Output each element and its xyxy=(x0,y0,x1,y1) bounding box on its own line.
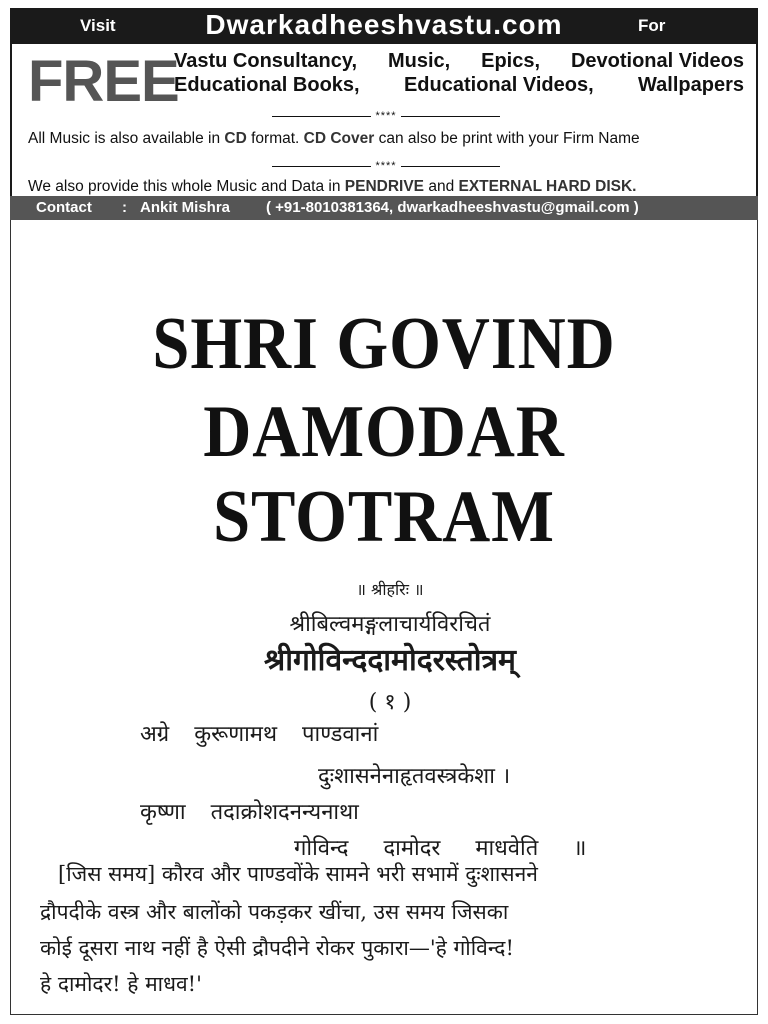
visit-label: Visit xyxy=(80,16,116,35)
offer-item: Vastu Consultancy, xyxy=(174,50,358,72)
offer-item: Music, xyxy=(387,50,451,72)
storage-note xyxy=(28,178,744,196)
verse-line: अग्रे कुरूणामथ पाण्डवानां xyxy=(140,722,379,747)
meaning-line: हे दामोदर! हे माधव!' xyxy=(40,972,202,996)
banner-top-bar xyxy=(10,8,758,44)
cd-note-text: format. xyxy=(246,130,304,147)
verse-line: कृष्णा तदाक्रोशदनन्यनाथा xyxy=(140,800,359,825)
pendrive-highlight: PENDRIVE xyxy=(344,178,425,195)
for-label: For xyxy=(638,16,666,35)
verse-number: ( १ ) xyxy=(368,690,412,715)
cd-note xyxy=(28,130,744,148)
offer-item: Epics, xyxy=(481,50,541,72)
divider-stars: **** xyxy=(375,160,397,172)
scanned-stotra-page xyxy=(40,570,740,1010)
star-divider xyxy=(272,160,500,172)
invocation: ॥ श्रीहरिः ॥ xyxy=(356,580,424,599)
cd-highlight: CD xyxy=(224,130,247,147)
offer-item: Educational Books, xyxy=(174,74,360,96)
page-title-line-2: DAMODAR STOTRAM xyxy=(203,391,565,558)
stotra-title: श्रीगोविन्ददामोदरस्तोत्रम् xyxy=(264,643,516,678)
verse-line: गोविन्द दामोदर माधवेति ॥ xyxy=(294,836,587,861)
contact-bar xyxy=(10,196,758,220)
cd-note-text: can also be print with your Firm Name xyxy=(374,130,640,147)
hdd-highlight: EXTERNAL HARD DISK. xyxy=(458,178,637,195)
page-title-line-1: SHRI GOVIND xyxy=(152,303,616,385)
offer-line-2 xyxy=(174,74,744,97)
cd-note-text: All Music is also available in xyxy=(28,130,225,147)
verse-line: दुःशासनेनाहृतवस्त्रकेशा । xyxy=(318,764,511,789)
contact-label: Contact xyxy=(36,199,92,216)
meaning-line: कोई दूसरा नाथ नहीं है ऐसी द्रौपदीने रोकर पुकारा—'हे गोविन्द! xyxy=(40,936,514,960)
banner-offer-box xyxy=(10,44,758,196)
offer-line-1 xyxy=(174,50,744,73)
storage-note-text: and xyxy=(424,178,459,195)
storage-note-text: We also provide this whole Music and Data in xyxy=(28,178,345,195)
contact-details: ( +91-8010381364, dwarkadheeshvastu@gmail.com ) xyxy=(266,199,639,216)
offer-item: Wallpapers xyxy=(638,74,744,96)
meaning-line: द्रौपदीके वस्त्र और बालोंको पकड़कर खींचा, उस समय जिसका xyxy=(40,900,509,924)
author-line: श्रीबिल्वमङ्गलाचार्यविरचितं xyxy=(289,612,491,637)
offer-item: Educational Videos, xyxy=(403,74,594,96)
meaning-line: [जिस समय] कौरव और पाण्डवोंके सामने भरी सभामें दुःशासनने xyxy=(58,862,538,886)
free-label: FREE xyxy=(28,49,179,114)
divider-stars: **** xyxy=(375,110,397,122)
contact-separator: : xyxy=(122,199,127,216)
contact-name: Ankit Mishra xyxy=(140,199,231,216)
star-divider xyxy=(272,110,500,122)
cd-cover-highlight: CD Cover xyxy=(303,130,375,147)
promo-banner xyxy=(10,8,758,220)
offer-item: Devotional Videos xyxy=(570,50,744,72)
site-name: Dwarkadheeshvastu.com xyxy=(205,9,563,40)
